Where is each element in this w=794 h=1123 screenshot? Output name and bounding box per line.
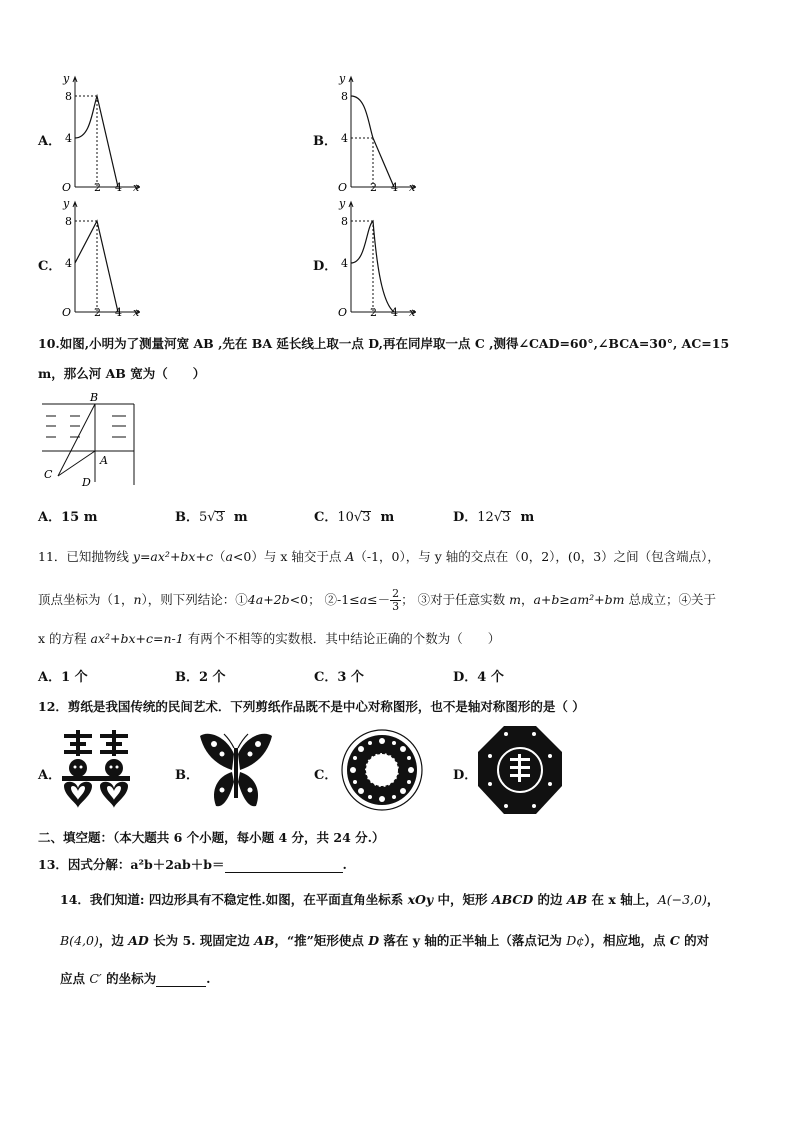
y-label: y — [63, 72, 70, 85]
option-a-label: A． — [38, 134, 62, 149]
x-tick-4: 4 — [391, 181, 398, 192]
label-b: B — [90, 391, 99, 404]
y-label: y — [339, 72, 346, 85]
origin-label: O — [62, 181, 72, 192]
graph-c — [60, 197, 140, 317]
q10-option-d: D．12√3 m — [453, 510, 535, 525]
q12-option-c: C． — [314, 768, 338, 783]
q10-option-c: C．10√3 m — [314, 510, 395, 525]
option-c-label: C． — [38, 259, 62, 274]
y-tick-8: 8 — [65, 90, 72, 103]
option-b-label: B． — [313, 134, 337, 149]
double-happiness-papercut — [60, 730, 136, 812]
x-tick-2: 2 — [370, 181, 377, 192]
option-d-label: D． — [313, 259, 338, 274]
curve-b — [351, 96, 394, 187]
x-tick-2: 2 — [94, 306, 101, 317]
x-label: x — [133, 181, 140, 192]
fraction-two-thirds: $\frac{2}{3}$ — [392, 587, 400, 613]
label-c: C — [44, 468, 53, 481]
q12-option-b: B． — [175, 768, 199, 783]
q13-answer-blank[interactable] — [225, 860, 343, 873]
q10-line1: 10.如图,小明为了测量河宽 AB ,先在 BA 延长线上取一点 D,再在同岸取一点 C ,测得∠CAD=60°,∠BCA=30°, AC=15 — [38, 336, 730, 351]
q11-line2: 顶点坐标为（1，n），则下列结论：①4a+2b<0； ②-1≤a≤－ $\frac{2}{3}$ ； ③对于任意实数 m，a+b≥am²+bm 总成立；④关于 — [38, 587, 716, 613]
y-label: y — [339, 197, 346, 210]
q10-river-figure — [36, 390, 138, 490]
q12-option-a: A． — [38, 768, 62, 783]
graph-a — [60, 72, 140, 192]
label-a: A — [100, 454, 108, 467]
x-tick-4: 4 — [391, 306, 398, 317]
graph-b — [336, 72, 416, 192]
x-label: x — [409, 306, 416, 317]
x-label: x — [409, 181, 416, 192]
graph-d — [336, 197, 416, 317]
q14-line3: 应点 C′ 的坐标为 . — [60, 971, 211, 986]
x-tick-4: 4 — [115, 181, 122, 192]
q11-line3: x 的方程 ax²+bx+c=n-1 有两个不相等的实数根．其中结论正确的个数为（ ） — [38, 631, 501, 646]
q10-option-b: B．5√3 m — [175, 510, 248, 525]
q12-option-d: D． — [453, 768, 478, 783]
q11-option-a: A．1 个 — [38, 670, 88, 685]
y-tick-4: 4 — [65, 132, 72, 145]
q14-answer-blank[interactable] — [156, 974, 206, 987]
x-tick-2: 2 — [94, 181, 101, 192]
x-tick-2: 2 — [370, 306, 377, 317]
y-tick-8: 8 — [65, 215, 72, 228]
q13-line: 13．因式分解：a²b＋2ab＋b＝ . — [38, 857, 347, 872]
q10-option-a: A．15 m — [38, 510, 98, 525]
y-tick-4: 4 — [341, 257, 348, 270]
q12-text: 12．剪纸是我国传统的民间艺术．下列剪纸作品既不是中心对称图形，也不是轴对称图形的是（ ） — [38, 699, 585, 714]
label-d: D — [82, 476, 91, 489]
ring-papercut — [340, 728, 424, 812]
x-label: x — [133, 306, 140, 317]
q11-option-c: C．3 个 — [314, 670, 364, 685]
origin-label: O — [338, 181, 348, 192]
q11-option-b: B．2 个 — [175, 670, 226, 685]
y-tick-4: 4 — [341, 132, 348, 145]
q11-line1: 11．已知抛物线 y=ax²+bx+c（a<0）与 x 轴交于点 A（-1，0），与 y 轴的交点在（0，2），(0，3）之间（包含端点）， — [38, 549, 720, 564]
origin-label: O — [62, 306, 72, 317]
q14-line1: 14．我们知道: 四边形具有不稳定性.如图，在平面直角坐标系 xOy 中，矩形 ABCD 的边 AB 在 x 轴上，A(−3,0)， — [60, 892, 720, 907]
y-tick-4: 4 — [65, 257, 72, 270]
q11-option-d: D．4 个 — [453, 670, 504, 685]
butterfly-papercut — [198, 730, 274, 812]
section-heading: 二、填空题：（本大题共 6 个小题，每小题 4 分，共 24 分.） — [38, 830, 385, 845]
q14-line2: B(4,0)，边 AD 长为 5. 现固定边 AB，“推”矩形使点 D 落在 y 轴的正半轴上（落点记为 D¢），相应地，点 C 的对 — [60, 933, 710, 948]
y-tick-8: 8 — [341, 215, 348, 228]
y-label: y — [63, 197, 70, 210]
x-tick-4: 4 — [115, 306, 122, 317]
y-tick-8: 8 — [341, 90, 348, 103]
q10-line2: m，那么河 AB 宽为（ ） — [38, 366, 206, 381]
origin-label: O — [338, 306, 348, 317]
octagon-papercut — [476, 724, 564, 816]
